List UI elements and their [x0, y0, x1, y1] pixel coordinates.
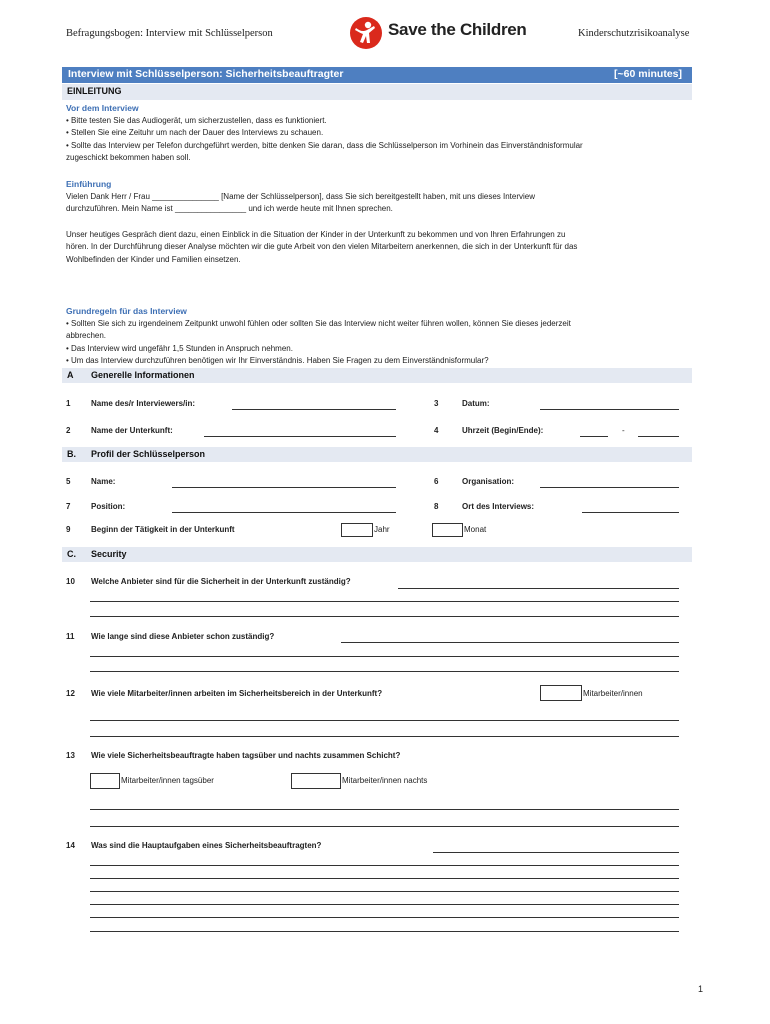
- question-number: 9: [66, 525, 71, 534]
- logo-wordmark: Save the Children: [388, 20, 527, 39]
- question-number: 13: [66, 751, 75, 760]
- shift-count-question: Wie viele Sicherheitsbeauftragte haben tagsüber und nachts zusammen Schicht?: [91, 751, 401, 760]
- list-item: zugeschickt bekommen haben soll.: [66, 152, 191, 162]
- answer-line[interactable]: [90, 931, 679, 932]
- question-number: 4: [434, 426, 439, 435]
- interview-title-bar: [62, 67, 692, 83]
- answer-line[interactable]: [398, 588, 679, 589]
- security-staff-count-input[interactable]: [540, 685, 582, 701]
- answer-line[interactable]: [90, 616, 679, 617]
- section-code: A: [67, 370, 74, 380]
- question-number: 3: [434, 399, 439, 408]
- before-interview-heading: Vor dem Interview: [66, 103, 139, 113]
- person-name-field[interactable]: [172, 487, 396, 488]
- accommodation-name-label: Name der Unterkunft:: [91, 426, 173, 435]
- start-year-input[interactable]: [341, 523, 373, 537]
- answer-line[interactable]: [90, 891, 679, 892]
- rules-heading: Grundregeln für das Interview: [66, 306, 187, 316]
- start-time-field[interactable]: [580, 436, 608, 437]
- list-item: • Sollte das Interview per Telefon durchgeführt werden, bitte denken Sie daran, dass die Schlüsselperson im Vorhinein das Einverständnisformular: [66, 140, 583, 150]
- answer-line[interactable]: [90, 656, 679, 657]
- intro-line: hören. In der Durchführung dieser Analyse möchten wir die gute Arbeit von den vielen Mitarbeitern anerkennen, die sich in der Unterkunft für das: [66, 242, 578, 252]
- security-providers-question: Welche Anbieter sind für die Sicherheit in der Unterkunft zuständig?: [91, 577, 351, 586]
- question-number: 6: [434, 477, 439, 486]
- end-time-field[interactable]: [638, 436, 679, 437]
- question-number: 14: [66, 841, 75, 850]
- answer-line[interactable]: [90, 904, 679, 905]
- organisation-field[interactable]: [540, 487, 679, 488]
- day-staff-unit: Mitarbeiter/innen tagsüber: [121, 776, 214, 785]
- staff-unit: Mitarbeiter/innen: [583, 689, 643, 698]
- list-item: abbrechen.: [66, 331, 107, 341]
- section-title: Security: [91, 549, 127, 559]
- section-a-bar: [62, 368, 692, 383]
- section-b-bar: [62, 447, 692, 462]
- answer-line[interactable]: [90, 601, 679, 602]
- introduction-heading: EINLEITUNG: [67, 86, 122, 96]
- section-c-bar: [62, 547, 692, 562]
- list-item: • Das Interview wird ungefähr 1,5 Stunden in Anspruch nehmen.: [66, 343, 293, 353]
- save-the-children-emblem-icon: [348, 16, 384, 50]
- night-staff-unit: Mitarbeiter/innen nachts: [342, 776, 428, 785]
- answer-line[interactable]: [90, 671, 679, 672]
- intro-line: durchzuführen. Mein Name ist ________________ und ich werde heute mit Ihnen sprechen.: [66, 204, 393, 214]
- rules-list: [66, 318, 571, 367]
- day-staff-count-input[interactable]: [90, 773, 120, 789]
- list-item: • Stellen Sie eine Zeituhr um nach der Dauer des Interviews zu schauen.: [66, 128, 324, 138]
- providers-duration-question: Wie lange sind diese Anbieter schon zuständig?: [91, 632, 275, 641]
- header-document-title: Befragungsbogen: Interview mit Schlüsselperson: [66, 28, 273, 39]
- question-number: 12: [66, 689, 75, 698]
- date-label: Datum:: [462, 399, 490, 408]
- answer-line[interactable]: [90, 720, 679, 721]
- section-title: Profil der Schlüsselperson: [91, 449, 206, 459]
- header-analysis-title: Kinderschutzrisikoanalyse: [578, 28, 690, 39]
- list-item: • Sollten Sie sich zu irgendeinem Zeitpunkt unwohl fühlen oder sollten Sie das Interview nicht weiter führen wollen, können Sie dieses jederzeit: [66, 319, 571, 328]
- section-title: Generelle Informationen: [91, 370, 195, 380]
- question-number: 5: [66, 477, 71, 486]
- question-number: 11: [66, 632, 75, 641]
- interview-location-field[interactable]: [582, 512, 679, 513]
- answer-line[interactable]: [90, 809, 679, 810]
- night-staff-count-input[interactable]: [291, 773, 341, 789]
- month-unit: Monat: [464, 525, 487, 534]
- person-name-label: Name:: [91, 477, 116, 486]
- security-staff-count-question: Wie viele Mitarbeiter/innen arbeiten im Sicherheitsbereich in der Unterkunft?: [91, 689, 383, 698]
- question-number: 10: [66, 577, 75, 586]
- section-code: C.: [67, 549, 76, 559]
- section-code: B.: [67, 449, 76, 459]
- intro-paragraph: [66, 191, 535, 216]
- question-number: 8: [434, 502, 439, 511]
- interview-title: Interview mit Schlüsselperson: Sicherheitsbeauftragter: [68, 68, 344, 80]
- before-interview-list: [66, 115, 583, 164]
- intro-heading: Einführung: [66, 179, 112, 189]
- list-item: • Bitte testen Sie das Audiogerät, um sicherzustellen, dass es funktioniert.: [66, 116, 327, 125]
- answer-line[interactable]: [341, 642, 679, 643]
- start-month-input[interactable]: [432, 523, 463, 537]
- time-label: Uhrzeit (Begin/Ende):: [462, 426, 544, 435]
- main-tasks-question: Was sind die Hauptaufgaben eines Sicherheitsbeauftragten?: [91, 841, 322, 850]
- position-label: Position:: [91, 502, 126, 511]
- position-field[interactable]: [172, 512, 396, 513]
- page-number: 1: [698, 984, 704, 994]
- interview-duration: [~60 minutes]: [614, 68, 682, 80]
- intro-line: Wohlbefinden der Kinder und Familien einsetzen.: [66, 254, 241, 264]
- answer-line[interactable]: [90, 826, 679, 827]
- answer-line[interactable]: [90, 865, 679, 866]
- question-number: 1: [66, 399, 71, 408]
- introduction-bar: [62, 84, 692, 100]
- intro-line: Unser heutiges Gespräch dient dazu, einen Einblick in die Situation der Kinder in der Unterkunft zu bekommen und von Ihren Erfahrungen zu: [66, 230, 566, 239]
- date-field[interactable]: [540, 409, 679, 410]
- answer-line[interactable]: [90, 736, 679, 737]
- list-item: • Um das Interview durchzuführen benötigen wir Ihr Einverständnis. Haben Sie Fragen zu dem Einverständnisformular?: [66, 355, 489, 365]
- answer-line[interactable]: [90, 917, 679, 918]
- accommodation-name-field[interactable]: [204, 436, 396, 437]
- save-the-children-logo: [348, 16, 528, 50]
- time-separator: -: [622, 426, 625, 435]
- interviewer-name-field[interactable]: [232, 409, 396, 410]
- year-unit: Jahr: [374, 525, 390, 534]
- intro-paragraph-2: [66, 229, 577, 266]
- answer-line[interactable]: [433, 852, 679, 853]
- question-number: 7: [66, 502, 71, 511]
- organisation-label: Organisation:: [462, 477, 515, 486]
- question-number: 2: [66, 426, 71, 435]
- interview-location-label: Ort des Interviews:: [462, 502, 535, 511]
- interviewer-name-label: Name des/r Interviewers/in:: [91, 399, 196, 408]
- start-of-work-label: Beginn der Tätigkeit in der Unterkunft: [91, 525, 235, 534]
- intro-line: Vielen Dank Herr / Frau _______________ [Name der Schlüsselperson], dass Sie sich bereitgestellt haben, mit uns dieses Interview: [66, 192, 536, 201]
- answer-line[interactable]: [90, 878, 679, 879]
